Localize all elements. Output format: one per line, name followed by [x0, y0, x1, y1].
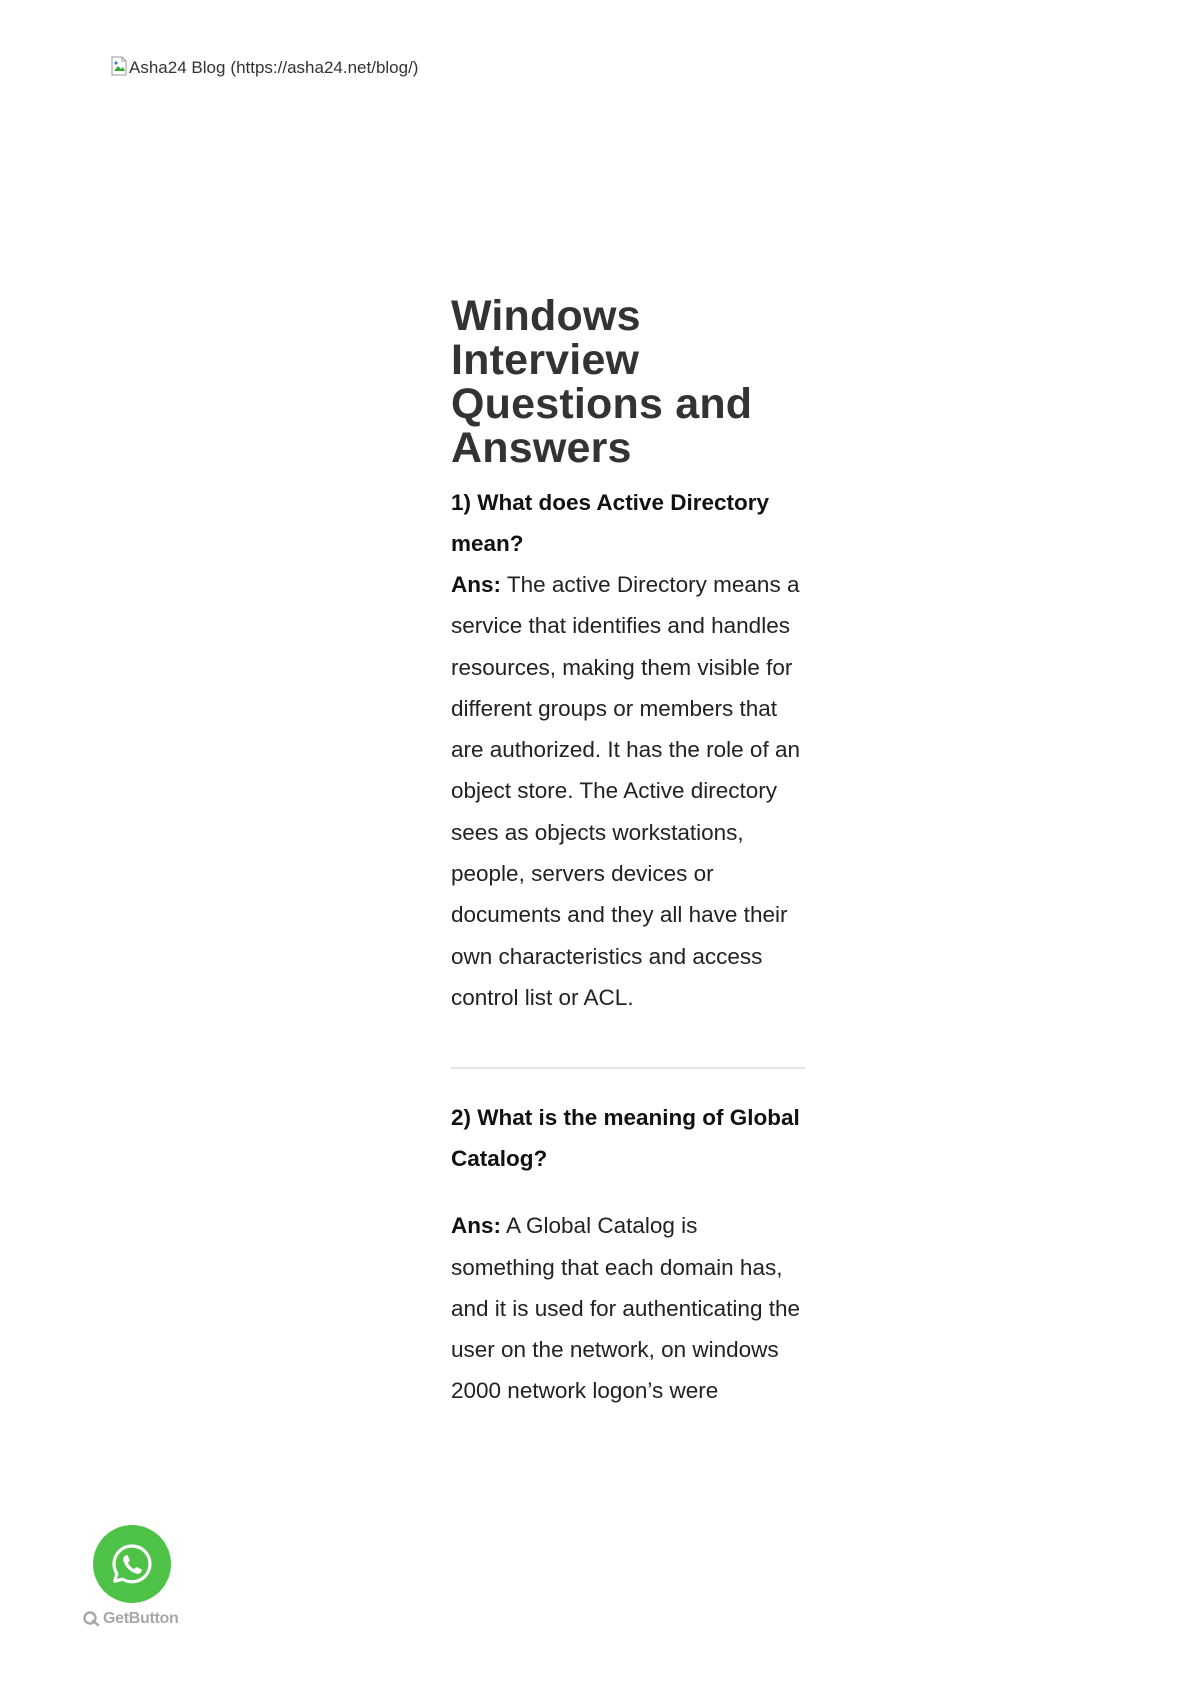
whatsapp-icon — [110, 1542, 154, 1586]
answer-text: The active Directory means a service that identifies and handles resources, making them visible for different groups or members that are authorized. It has the role of an object store. The Active directory sees as objects workstations, people, servers devices or documents and they all have their own characteristics and access control list or ACL. — [451, 572, 800, 1010]
answer-paragraph — [451, 564, 805, 1018]
question-block-2 — [451, 1097, 805, 1411]
section-divider — [451, 1067, 805, 1069]
chat-bubble-icon — [83, 1611, 101, 1627]
question-heading: 1) What does Active Directory mean? — [451, 490, 769, 556]
broken-image-icon — [111, 56, 128, 76]
logo-url-text: (https://asha24.net/blog/) — [230, 58, 419, 77]
blog-logo-link[interactable] — [111, 58, 418, 78]
getbutton-brand[interactable] — [83, 1610, 179, 1628]
getbutton-brand-label: GetButton — [103, 1610, 179, 1627]
question-block-1 — [451, 482, 805, 1018]
answer-label: Ans: — [451, 572, 501, 597]
answer-text: A Global Catalog is something that each domain has, and it is used for authenticating the user on the network, on windows 2000 network logon’s were — [451, 1213, 800, 1404]
logo-alt-text: Asha24 Blog — [129, 58, 226, 77]
answer-label: Ans: — [451, 1213, 501, 1239]
page-title: Windows Interview Questions and Answers — [451, 292, 753, 472]
article-content — [451, 294, 805, 1412]
question-heading: 2) What is the meaning of Global Catalog? — [451, 1105, 800, 1172]
answer-paragraph — [451, 1205, 805, 1411]
whatsapp-chat-button[interactable] — [93, 1525, 171, 1603]
